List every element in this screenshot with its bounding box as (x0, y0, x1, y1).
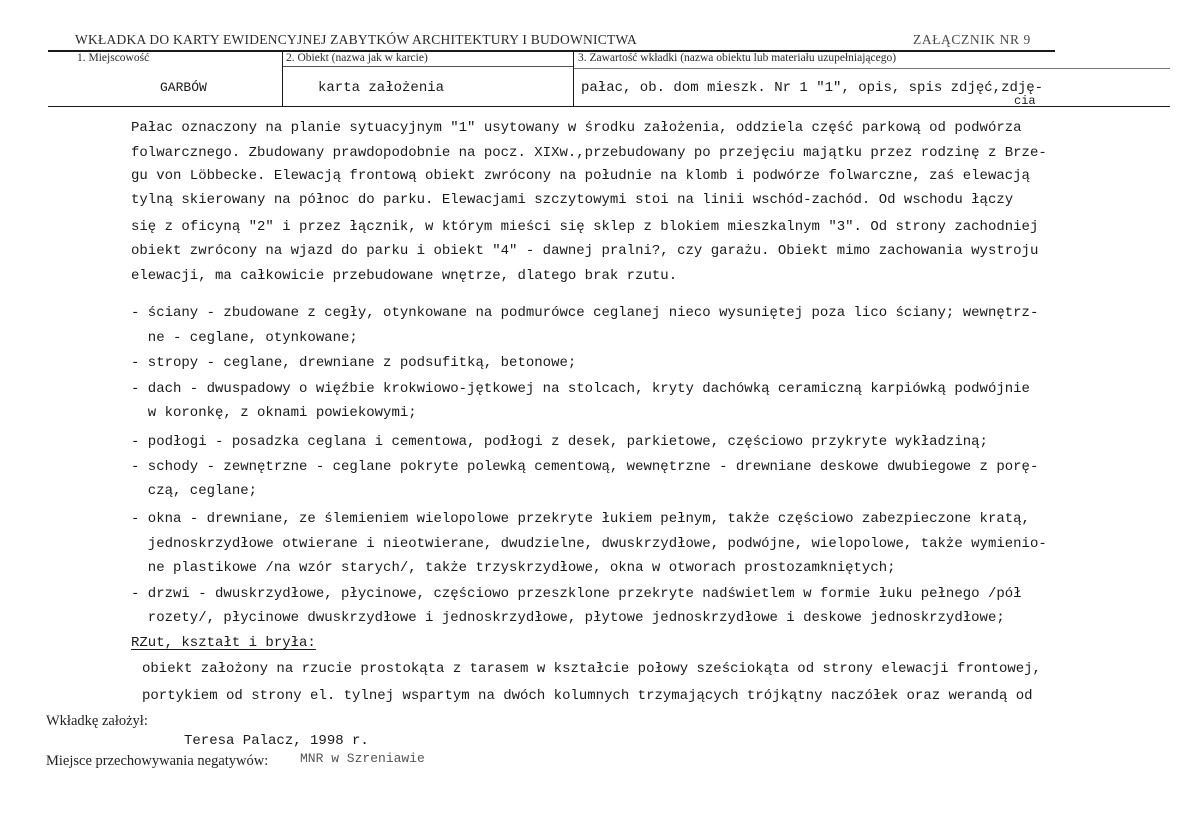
table-col-divider-2 (573, 50, 574, 107)
list-item: - stropy - ceglane, drewniane z podsufitką, betonowe; (131, 355, 577, 371)
author-value: Teresa Palacz, 1998 r. (184, 733, 369, 749)
table-top-rule (48, 50, 1055, 52)
description-line: elewacji, ma całkowicie przebudowane wnętrze, dlatego brak rzutu. (131, 268, 678, 284)
list-item: - ściany - zbudowane z cegły, otynkowane na podmurówce ceglanej nieco wysuniętej poza lico ściany; wewnętrz- (131, 305, 1039, 321)
insert-contents-value: pałac, ob. dom mieszk. Nr 1 "1", opis, spis zdjęć,zdję- (581, 80, 1044, 96)
description-line: tylną skierowany na północ do parku. Elewacjami szczytowymi stoi na linii wschód-zachód. Od wschodu łączy (131, 192, 1014, 208)
list-item: jednoskrzydłowe otwierane i nieotwierane, dwudzielne, dwuskrzydłowe, podwójne, wielopolowe, także wymienio- (131, 536, 1047, 552)
list-item: w koronkę, z oknami powiekowymi; (131, 405, 417, 421)
list-item: - schody - zewnętrzne - ceglane pokryte polewką cementową, wewnętrzne - drewniane deskowe dwubiegowe z porę- (131, 459, 1039, 475)
list-item: ne - ceglane, otynkowane; (131, 330, 358, 346)
description-line: się z oficyną "2" i przez łącznik, w którym mieści się sklep z blokiem mieszkalnym "3". Od strony zachodniej (131, 219, 1039, 235)
list-item: rozety/, płycinowe dwuskrzydłowe i jednoskrzydłowe, płytowe jednoskrzydłowe i deskowe jednoskrzydłowe; (131, 610, 1005, 626)
description-line: folwarcznego. Zbudowany prawdopodobnie na pocz. XIXw.,przebudowany po przejęciu majątku przez rodzinę z Brze- (131, 145, 1047, 161)
section-line: portykiem od strony el. tylnej wspartym na dwóch kolumnych trzymających trójkątny naczółek oraz werandą od (142, 688, 1033, 704)
negatives-storage-label: Miejsce przechowywania negatywów: (46, 753, 269, 769)
negatives-storage-value: MNR w Szreniawie (300, 751, 425, 766)
table-col-divider-1 (282, 50, 283, 107)
insert-contents-value-continued: cia (1014, 94, 1036, 108)
object-label: 2. Obiekt (nazwa jak w karcie) (286, 52, 428, 64)
table-bottom-rule (48, 106, 1170, 107)
section-line: obiekt założony na rzucie prostokąta z tarasem w kształcie połowy sześciokąta od strony elewacji frontowej, (142, 661, 1041, 677)
author-label: Wkładkę założył: (46, 713, 148, 729)
list-item: - okna - drewniane, ze ślemieniem wielopolowe przekryte łukiem pełnym, także częściowo zabezpieczone kratą, (131, 511, 1030, 527)
document-title: WKŁADKA DO KARTY EWIDENCYJNEJ ZABYTKÓW ARCHITEKTURY I BUDOWNICTWA (75, 32, 638, 47)
list-item: ne plastikowe /na wzór starych/, także trzyskrzydłowe, okna w otworach prostozamkniętych; (131, 560, 896, 576)
object-value: karta założenia (318, 80, 445, 96)
list-item: - drzwi - dwuskrzydłowe, płycinowe, częściowo przeszklone przekryte nadświetlem w formie łuku pełnego /pół (131, 586, 1022, 602)
locality-label: 1. Miejscowość (77, 52, 150, 64)
description-line: obiekt zwrócony na wjazd do parku i obiekt "4" - dawnej pralni?, czy garażu. Obiekt mimo zachowania wystroju (131, 243, 1039, 259)
table-header-underline-1 (283, 66, 573, 67)
table-header-underline-2 (574, 68, 1170, 69)
section-heading: RZut, kształt i bryła: (131, 635, 316, 651)
list-item: czą, ceglane; (131, 483, 258, 499)
insert-contents-label: 3. Zawartość wkładki (nazwa obiektu lub materiału uzupełniającego) (578, 52, 897, 64)
list-item: - podłogi - posadzka ceglana i cementowa, podłogi z desek, parkietowe, częściowo przykryte wykładziną; (131, 434, 988, 450)
description-line: Pałac oznaczony na planie sytuacyjnym "1" usytowany w środku założenia, oddziela część parkową od podwórza (131, 120, 1022, 136)
list-item: - dach - dwuspadowy o więźbie krokwiowo-jętkowej na stolcach, kryty dachówką ceramiczną karpiówką podwójnie (131, 381, 1030, 397)
description-line: gu von Löbbecke. Elewacją frontową obiekt zwrócony na południe na klomb i podwórze folwarczne, zaś elewacją (131, 168, 1030, 184)
locality-value: GARBÓW (160, 80, 207, 95)
annex-number: ZAŁĄCZNIK NR 9 (913, 32, 1031, 47)
